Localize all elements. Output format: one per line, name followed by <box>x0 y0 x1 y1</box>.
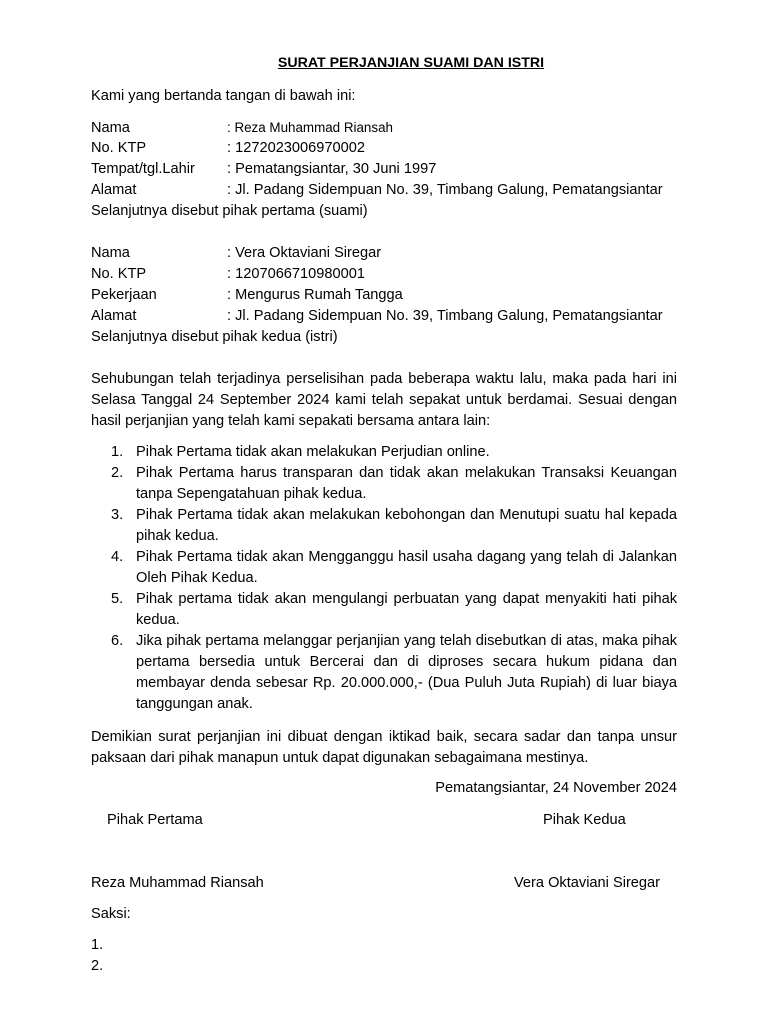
list-item <box>91 589 677 631</box>
field-value: : Jl. Padang Sidempuan No. 39, Timbang Galung, Pematangsiantar <box>227 182 663 198</box>
list-item <box>91 547 677 589</box>
field-label: Pekerjaan <box>91 287 157 303</box>
party2-name-row <box>91 243 381 264</box>
party2-ktp-row <box>91 264 365 285</box>
field-label: Nama <box>91 120 130 136</box>
list-number: 6. <box>111 633 124 649</box>
party2-job-row <box>91 285 403 306</box>
list-item <box>91 463 677 505</box>
list-number: 2. <box>111 465 124 481</box>
list-number: 1. <box>111 444 124 460</box>
list-text: Pihak Pertama tidak akan melakukan Perjudian online. <box>136 444 490 460</box>
party2-signature-label: Pihak Kedua <box>543 812 626 828</box>
list-text: Pihak Pertama harus transparan dan tidak akan melakukan Transaksi Keuangan tanpa Sepengatahuan pihak kedua. <box>136 465 677 502</box>
place-date: Pematangsiantar, 24 November 2024 <box>435 780 677 796</box>
field-value: : Vera Oktaviani Siregar <box>227 245 382 261</box>
party1-name-row <box>91 117 393 139</box>
field-label: Alamat <box>91 182 137 198</box>
field-value: : Mengurus Rumah Tangga <box>227 287 403 303</box>
list-item <box>91 442 677 463</box>
closing-paragraph: Demikian surat perjanjian ini dibuat dengan iktikad baik, secara sadar dan tanpa unsur paksaan dari pihak manapun untuk dapat digunakan sebagaimana mestinya. <box>91 729 677 766</box>
field-label: Tempat/tgl.Lahir <box>91 161 195 177</box>
party2-signature-name: Vera Oktaviani Siregar <box>514 875 661 891</box>
list-number: 5. <box>111 591 124 607</box>
list-text: Pihak Pertama tidak akan melakukan kebohongan dan Menutupi suatu hal kepada pihak kedua. <box>136 507 677 544</box>
preamble-paragraph: Sehubungan telah terjadinya perselisihan pada beberapa waktu lalu, maka pada hari ini Selasa Tanggal 24 September 2024 kami telah sepakat untuk berdamai. Sesuai dengan hasil perjanjian yang telah kami sepakati bersama antara lain: <box>91 371 677 429</box>
field-label: No. KTP <box>91 140 147 156</box>
field-value: : Pematangsiantar, 30 Juni 1997 <box>227 161 437 177</box>
party1-birth-row <box>91 159 436 180</box>
document-title: SURAT PERJANJIAN SUAMI DAN ISTRI <box>277 55 545 71</box>
party1-address-row <box>91 180 663 201</box>
field-label: No. KTP <box>91 266 147 282</box>
list-item <box>91 631 677 715</box>
party1-note: Selanjutnya disebut pihak pertama (suami) <box>91 203 368 219</box>
witness-label: Saksi: <box>91 906 131 922</box>
field-value: : 1207066710980001 <box>227 266 365 282</box>
list-number: 3. <box>111 507 124 523</box>
terms-list <box>91 442 677 715</box>
witness-line-1: 1. <box>91 937 104 953</box>
list-number: 4. <box>111 549 124 565</box>
party1-signature-name: Reza Muhammad Riansah <box>91 875 264 891</box>
list-item <box>91 505 677 547</box>
field-value: : Jl. Padang Sidempuan No. 39, Timbang Galung, Pematangsiantar <box>227 308 663 324</box>
field-value: : Reza Muhammad Riansah <box>227 120 393 135</box>
party2-address-row <box>91 306 663 327</box>
list-text: Pihak Pertama tidak akan Mengganggu hasil usaha dagang yang telah di Jalankan Oleh Pihak Kedua. <box>136 549 677 586</box>
list-text: Pihak pertama tidak akan mengulangi perbuatan yang dapat menyakiti hati pihak kedua. <box>136 591 677 628</box>
party1-signature-label: Pihak Pertama <box>107 812 203 828</box>
field-label: Alamat <box>91 308 137 324</box>
list-text: Jika pihak pertama melanggar perjanjian yang telah disebutkan di atas, maka pihak pertama bersedia untuk Bercerai dan di diproses secara hukum pidana dan membayar denda sebesar Rp. 20.000.000,- (Dua Puluh Juta Rupiah) di luar biaya tanggungan anak. <box>136 633 677 712</box>
witness-line-2: 2. <box>91 958 104 974</box>
party1-ktp-row <box>91 138 365 159</box>
field-label: Nama <box>91 245 130 261</box>
intro-text: Kami yang bertanda tangan di bawah ini: <box>91 88 356 104</box>
field-value: : 1272023006970002 <box>227 140 365 156</box>
party2-note: Selanjutnya disebut pihak kedua (istri) <box>91 329 338 345</box>
